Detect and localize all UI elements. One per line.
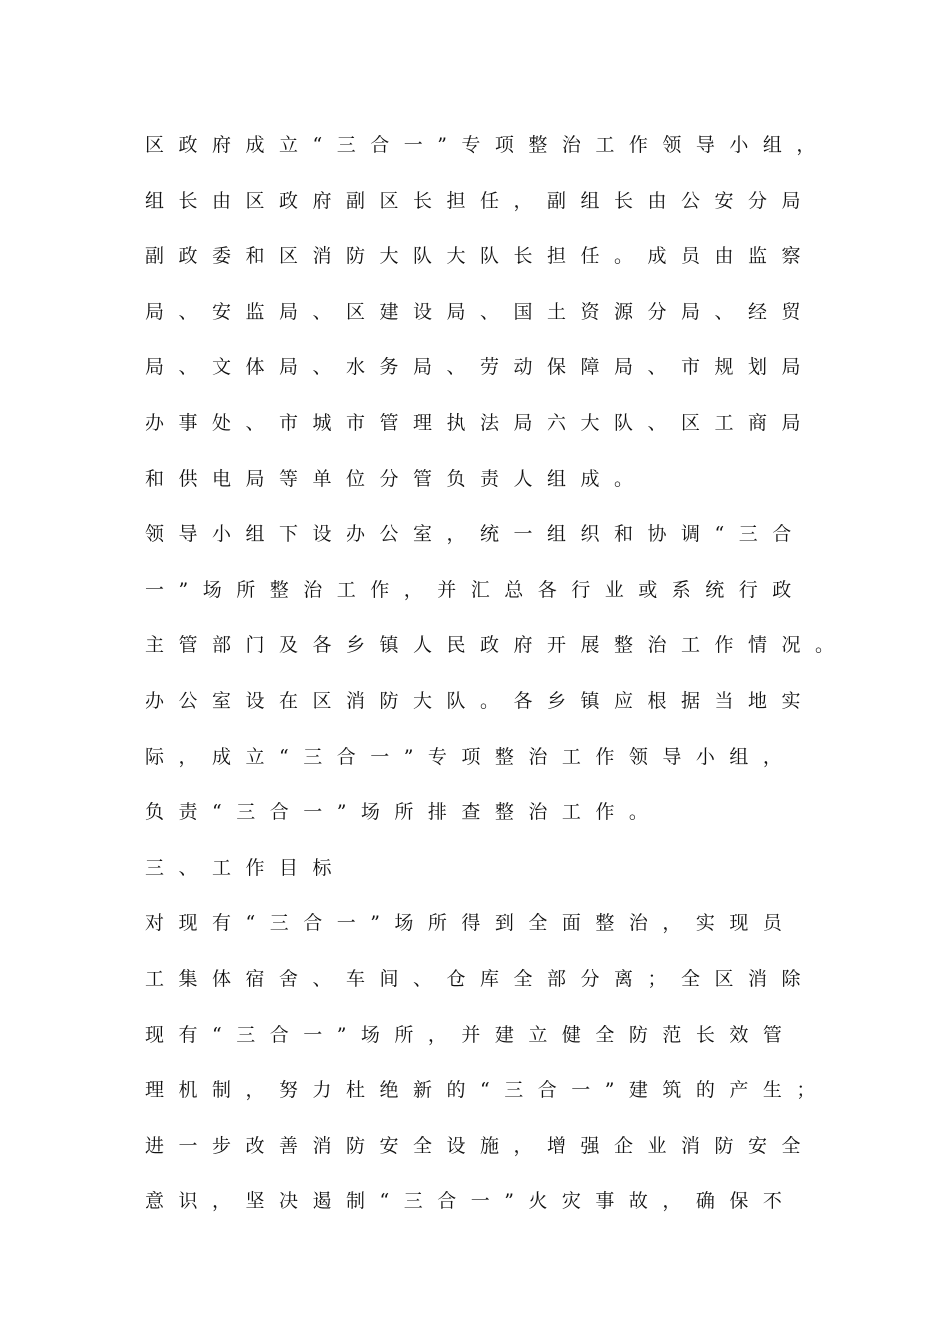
text-line: 一”场所整治工作，并汇总各行业或系统行政 [145, 578, 806, 601]
text-line: 现有“三合一”场所，并建立健全防范长效管 [145, 1023, 797, 1046]
text-line: 工集体宿舍、车间、仓库全部分离；全区消除 [145, 967, 816, 990]
text-line: 主管部门及各乡镇人民政府开展整治工作情况。 [145, 634, 849, 657]
section-heading: 三、工作目标 [145, 856, 347, 879]
text-line: 局、安监局、区建设局、国土资源分局、经贸 [145, 300, 816, 323]
text-line: 区政府成立“三合一”专项整治工作领导小组， [145, 134, 830, 156]
text-line: 办公室设在区消防大队。各乡镇应根据当地实 [145, 689, 816, 712]
text-line: 负责“三合一”场所排查整治工作。 [145, 801, 663, 824]
text-line: 理机制，努力杜绝新的“三合一”建筑的产生； [145, 1079, 830, 1102]
text-line: 意识，坚决遏制“三合一”火灾事故，确保不 [145, 1190, 797, 1213]
text-line: 局、文体局、水务局、劳动保障局、市规划局 [145, 356, 816, 379]
body-text [145, 128, 849, 1240]
text-line: 对现有“三合一”场所得到全面整治，实现员 [145, 912, 797, 935]
text-line: 和供电局等单位分管负责人组成。 [145, 467, 648, 490]
text-line: 领导小组下设办公室，统一组织和协调“三合 [145, 523, 806, 546]
text-line: 办事处、市城市管理执法局六大队、区工商局 [145, 411, 816, 434]
text-line: 组长由区政府副区长担任，副组长由公安分局 [145, 189, 816, 212]
text-line: 副政委和区消防大队大队长担任。成员由监察 [145, 245, 816, 268]
text-line: 进一步改善消防安全设施，增强企业消防安全 [145, 1134, 816, 1157]
text-line: 际，成立“三合一”专项整治工作领导小组， [145, 745, 797, 768]
